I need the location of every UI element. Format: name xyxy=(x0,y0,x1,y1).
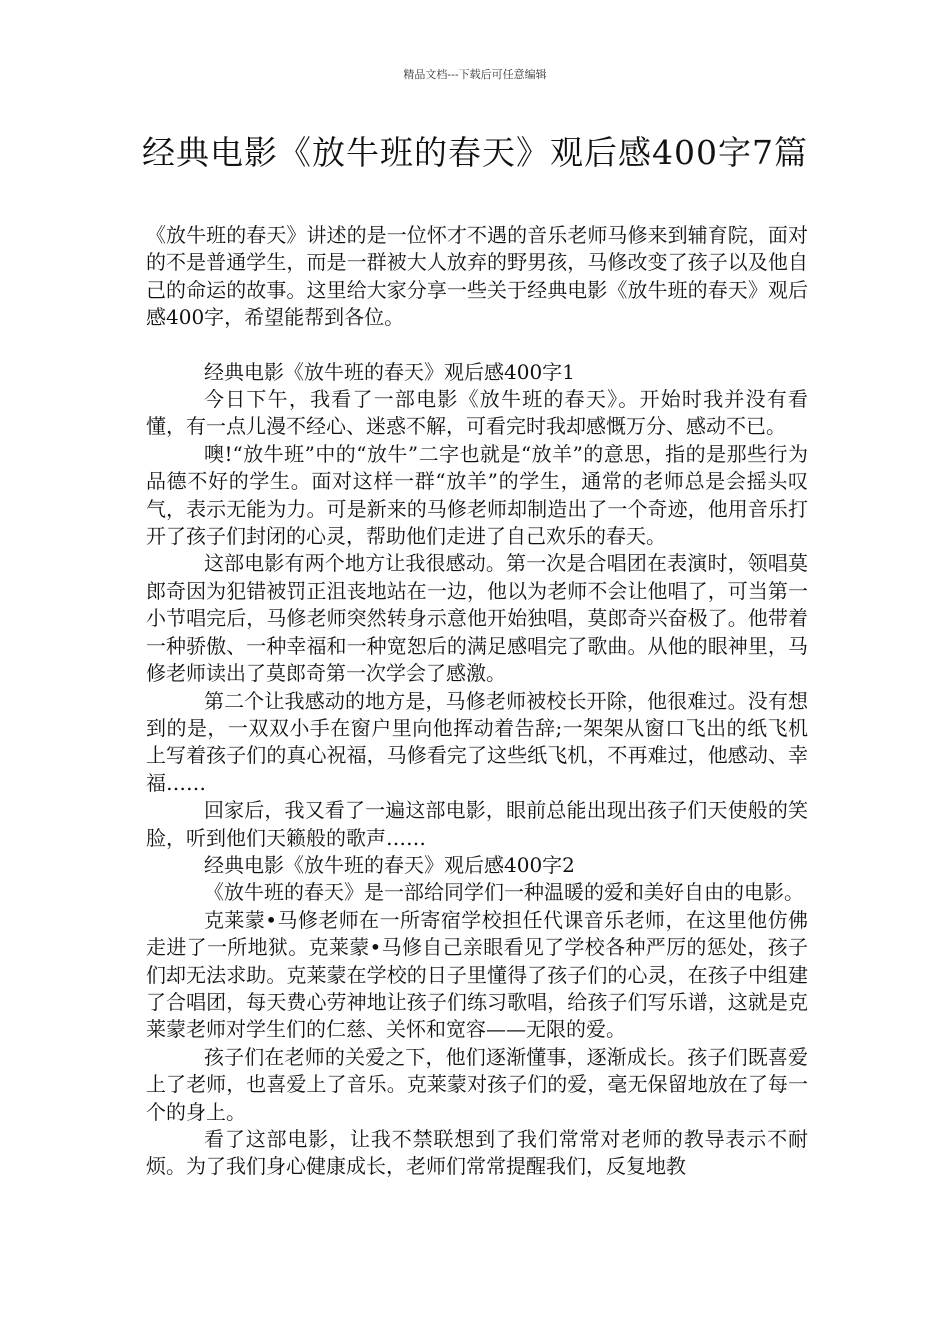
paragraph: 这部电影有两个地方让我很感动。第一次是合唱团在表演时，领唱莫郎奇因为犯错被罚正沮丧地站在一边，他以为老师不会让他唱了，可当第一小节唱完后，马修老师突然转身示意他开始独唱，莫郎奇兴奋极了。他带着一种骄傲、一种幸福和一种宽恕后的满足感唱完了歌曲。从他的眼神里，马修老师读出了莫郎奇第一次学会了感激。 xyxy=(146,551,808,686)
section-heading-1: 经典电影《放牛班的春天》观后感400字1 xyxy=(204,359,575,384)
page-header: 精品文档---下载后可任意编辑 xyxy=(403,68,547,81)
paragraph: 孩子们在老师的关爱之下，他们逐渐懂事，逐渐成长。孩子们既喜爱上了老师，也喜爱上了音乐。克莱蒙对孩子们的爱，毫无保留地放在了每一个的身上。 xyxy=(146,1044,808,1124)
intro-paragraph: 《放牛班的春天》讲述的是一位怀才不遇的音乐老师马修来到辅育院，面对的不是普通学生，而是一群被大人放弃的野男孩，马修改变了孩子以及他自己的命运的故事。这里给大家分享一些关于经典电影《放牛班的春天》观后感400字，希望能帮到各位。 xyxy=(146,223,808,330)
paragraph: 回家后，我又看了一遍这部电影，眼前总能出现出孩子们天使般的笑脸，听到他们天籁般的歌声…… xyxy=(146,798,808,850)
paragraph: 《放牛班的春天》是一部给同学们一种温暖的爱和美好自由的电影。 xyxy=(204,880,804,905)
document-title: 经典电影《放牛班的春天》观后感400字7篇 xyxy=(142,133,808,172)
paragraph: 今日下午，我看了一部电影《放牛班的春天》。开始时我并没有看懂，有一点儿漫不经心、迷惑不解，可看完时我却感慨万分、感动不已。 xyxy=(146,387,808,439)
document-body xyxy=(146,222,808,1181)
paragraph: 克莱蒙•马修老师在一所寄宿学校担任代课音乐老师，在这里他仿佛走进了一所地狱。克莱蒙•马修自己亲眼看见了学校各种严厉的惩处，孩子们却无法求助。克莱蒙在学校的日子里懂得了孩子们的心灵，在孩子中组建了合唱团，每天费心劳神地让孩子们练习歌唱，给孩子们写乐谱，这就是克莱蒙老师对学生们的仁慈、关怀和宽容——无限的爱。 xyxy=(146,907,808,1042)
spacer xyxy=(146,332,808,359)
paragraph: 看了这部电影，让我不禁联想到了我们常常对老师的教导表示不耐烦。为了我们身心健康成长，老师们常常提醒我们，反复地教 xyxy=(146,1127,808,1179)
section-heading-2: 经典电影《放牛班的春天》观后感400字2 xyxy=(204,852,575,877)
paragraph: 第二个让我感动的地方是，马修老师被校长开除，他很难过。没有想到的是，一双双小手在窗户里向他挥动着告辞;一架架从窗口飞出的纸飞机上写着孩子们的真心祝福，马修看完了这些纸飞机，不再难过，他感动、幸福…… xyxy=(146,688,808,795)
paragraph: 噢!“放牛班”中的“放牛”二字也就是“放羊”的意思，指的是那些行为品德不好的学生。面对这样一群“放羊”的学生，通常的老师总是会摇头叹气，表示无能为力。可是新来的马修老师却制造出了一个奇迹，他用音乐打开了孩子们封闭的心灵，帮助他们走进了自己欢乐的春天。 xyxy=(146,441,808,549)
